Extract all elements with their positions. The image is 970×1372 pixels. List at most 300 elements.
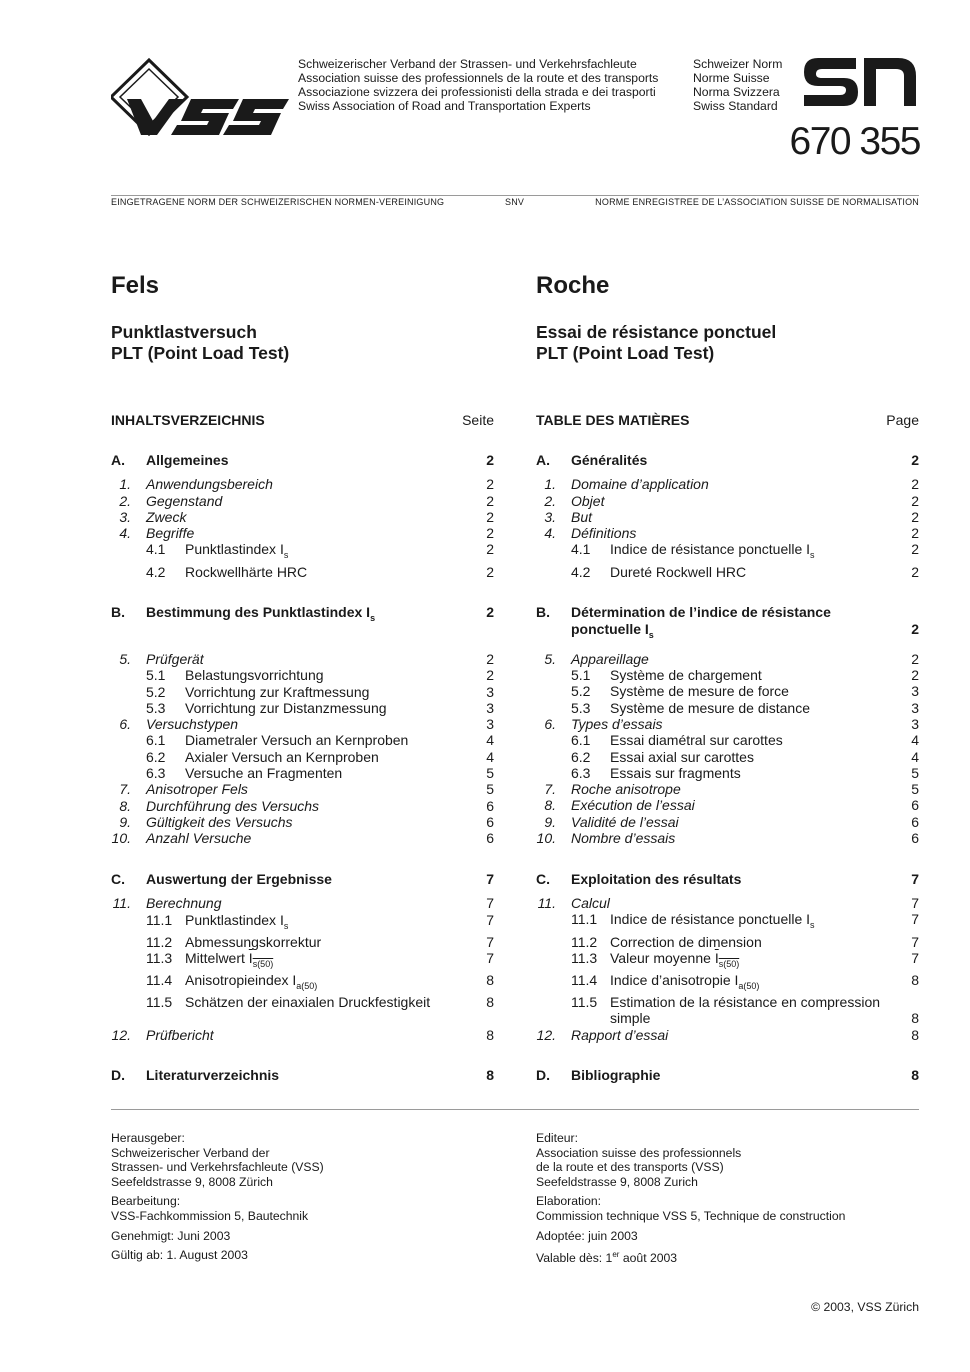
copyright: © 2003, VSS Zürich	[811, 1300, 919, 1314]
toc-item-3[interactable]	[111, 509, 494, 525]
publisher-line: Schweizerischer Verband der	[111, 1145, 270, 1160]
toc-page: 6	[486, 797, 494, 814]
toc-item-6-2[interactable]	[536, 749, 919, 765]
toc-text: Objet	[571, 492, 605, 509]
toc-text	[610, 541, 889, 563]
toc-text: Auswertung der Ergebnisse	[146, 871, 332, 888]
toc-label-de: INHALTSVERZEICHNIS	[111, 412, 265, 428]
norm-type-names	[693, 57, 782, 113]
toc-text: Anisotroper Fels	[146, 781, 248, 798]
toc-text	[185, 541, 464, 563]
toc-text: Rockwellhärte HRC	[185, 563, 308, 580]
toc-text: Nombre d’essais	[571, 830, 676, 847]
toc-page: 2	[911, 563, 919, 580]
toc-text	[185, 912, 464, 934]
toc-num: 3.	[544, 508, 556, 525]
toc-text: Begriffe	[146, 525, 195, 542]
toc-num: 5.3	[146, 699, 166, 716]
toc-page: 6	[486, 830, 494, 847]
toc-item-5-1[interactable]	[536, 667, 919, 683]
toc-text-sub: s	[283, 920, 289, 931]
toc-num: 9.	[119, 813, 131, 830]
toc-num: 4.	[544, 525, 556, 542]
toc-text: Domaine d’application	[571, 476, 709, 493]
toc-text: Belastungsvorrichtung	[185, 667, 324, 684]
toc-item-6-3[interactable]	[536, 765, 919, 781]
subtitle-fr-line1: Essai de résistance ponctuel	[536, 322, 777, 342]
toc-item-11-4[interactable]	[536, 972, 919, 994]
toc-text-main: Punktlastindex I	[185, 911, 284, 928]
toc-text-ov-main: I	[714, 949, 719, 966]
toc-page: 2	[486, 667, 494, 684]
toc-page: 2	[486, 525, 494, 542]
toc-text: Essai axial sur carottes	[610, 748, 754, 765]
toc-item-10[interactable]	[111, 830, 494, 846]
subtitle-fr	[536, 322, 776, 364]
registration-left: EINGETRAGENE NORM DER SCHWEIZERISCHEN NORMEN-VEREINIGUNG	[111, 197, 445, 207]
toc-num: 11.5	[146, 994, 173, 1011]
toc-page: 8	[911, 1026, 919, 1043]
toc-item-5[interactable]	[536, 651, 919, 667]
toc-text: Roche anisotrope	[571, 781, 681, 798]
toc-text: Durchführung des Versuchs	[146, 797, 320, 814]
toc-text	[610, 950, 889, 972]
toc-page: 8	[486, 1067, 494, 1084]
toc-item-11[interactable]	[111, 895, 494, 911]
toc-text-main: Anisotropieindex I	[185, 972, 297, 989]
toc-text: Validité de l’essai	[571, 813, 679, 830]
toc-num: 11.3	[146, 950, 173, 967]
toc-num: 6.2	[146, 748, 166, 765]
toc-item-12[interactable]	[111, 1027, 494, 1043]
toc-page: 6	[911, 797, 919, 814]
toc-num: C.	[536, 870, 550, 887]
toc-num: 11.2	[571, 933, 598, 950]
valid-date-prefix: Valable dès: 1	[536, 1251, 613, 1266]
toc-item-2[interactable]	[111, 493, 494, 509]
valid-date-sup: er	[612, 1250, 620, 1260]
toc-page: 7	[486, 895, 494, 912]
toc-item-11[interactable]	[536, 895, 919, 911]
association-name-fr: Association suisse des professionnels de la route et des transports	[298, 71, 659, 85]
toc-page: 3	[911, 699, 919, 716]
toc-text: Allgemeines	[146, 452, 229, 468]
footer-fr	[536, 1131, 919, 1271]
vss-logo	[111, 57, 291, 139]
toc-text: Vorrichtung zur Distanzmessung	[185, 699, 387, 716]
toc-page: 4	[486, 748, 494, 765]
toc-text	[185, 972, 464, 994]
toc-num: B.	[536, 604, 550, 621]
toc-page: 7	[911, 933, 919, 950]
toc-page: 2	[911, 620, 919, 637]
toc-text: Dureté Rockwell HRC	[610, 563, 747, 580]
title-de: Fels	[111, 272, 160, 299]
subtitle-de	[111, 322, 289, 364]
toc-header-fr	[536, 412, 919, 430]
toc-num: 11.1	[571, 911, 598, 928]
toc-item-4-2[interactable]	[111, 564, 494, 580]
subtitle-fr-line2: PLT (Point Load Test)	[536, 343, 715, 363]
toc-section-a[interactable]	[111, 452, 494, 468]
toc-item-2[interactable]	[536, 493, 919, 509]
toc-text-overline	[714, 949, 740, 969]
toc-page: 3	[911, 683, 919, 700]
toc-num: 6.3	[571, 764, 591, 781]
toc-text-sub: s	[810, 920, 815, 931]
toc-num: 10.	[536, 830, 556, 847]
association-names	[298, 57, 658, 113]
toc-page: 5	[486, 765, 494, 782]
toc-item-11-3[interactable]	[111, 950, 494, 972]
toc-page: 2	[911, 508, 919, 525]
toc-text	[610, 994, 889, 1027]
toc-page: 7	[911, 895, 919, 912]
toc-num: 11.4	[571, 971, 598, 988]
toc-text-sub: s(50)	[718, 958, 740, 969]
toc-section-c[interactable]	[111, 871, 494, 887]
toc-text-sub: s	[810, 550, 815, 561]
norm-type-it: Norma Svizzera	[693, 85, 780, 99]
toc-item-5-2[interactable]	[111, 684, 494, 700]
toc-num: C.	[111, 871, 125, 888]
toc-text-main: Indice de résistance ponctuelle I	[610, 541, 811, 558]
toc-item-8[interactable]	[536, 797, 919, 813]
toc-page-label-de: Seite	[462, 412, 494, 428]
toc-num: 11.	[112, 895, 131, 912]
toc-section-d[interactable]	[111, 1067, 494, 1083]
toc-text: Système de chargement	[610, 667, 762, 684]
toc-page: 2	[486, 604, 494, 621]
toc-item-4[interactable]	[536, 525, 919, 541]
toc-item-11-5[interactable]	[111, 994, 494, 1010]
toc-page: 2	[911, 525, 919, 542]
toc-num: 1.	[544, 476, 556, 493]
toc-page: 2	[486, 650, 494, 667]
toc-num: B.	[111, 604, 125, 621]
toc-num: 11.4	[146, 972, 173, 989]
association-name-de: Schweizerischer Verband der Strassen- und Verkehrsfachleute	[298, 57, 637, 71]
toc-text-main: Indice d’anisotropie I	[610, 971, 739, 988]
toc-section-b[interactable]	[536, 604, 919, 642]
toc-text: Calcul	[571, 895, 610, 912]
toc-item-9[interactable]	[111, 814, 494, 830]
toc-page: 6	[911, 813, 919, 830]
toc-num: 5.2	[571, 683, 591, 700]
toc-text: Versuchstypen	[146, 716, 239, 733]
toc-page: 2	[911, 476, 919, 493]
toc-text-line1: Estimation de la résistance en compression	[610, 994, 881, 1010]
toc-text: Gegenstand	[146, 492, 223, 509]
toc-page: 6	[486, 813, 494, 830]
toc-page: 7	[911, 949, 919, 966]
title-fr: Roche	[536, 272, 610, 299]
toc-text: Système de mesure de force	[610, 683, 789, 700]
publisher-line: de la route et des transports (VSS)	[536, 1160, 724, 1175]
publisher-address: Seefeldstrasse 9, 8008 Zürich	[111, 1174, 273, 1189]
toc-num: 11.	[537, 895, 556, 912]
toc-label-fr: TABLE DES MATIÈRES	[536, 412, 690, 428]
approved-date: Adoptée: juin 2003	[536, 1228, 638, 1243]
publisher-line: Strassen- und Verkehrsfachleute (VSS)	[111, 1160, 324, 1175]
toc-text-main: ponctuelle I	[571, 620, 649, 637]
toc-text-overline	[248, 950, 274, 969]
toc-text-sub: s	[283, 550, 289, 561]
toc-num: 5.	[119, 650, 131, 667]
toc-text-sub: s(50)	[252, 958, 274, 969]
toc-num: 12.	[111, 1026, 131, 1043]
toc-num: 5.1	[146, 667, 166, 684]
toc-de	[111, 452, 494, 1084]
publisher-label: Herausgeber:	[111, 1131, 185, 1145]
toc-text-line1: Détermination de l’indice de résistance	[571, 604, 831, 621]
toc-page: 6	[911, 830, 919, 847]
toc-text: Appareillage	[571, 650, 649, 667]
toc-section-a[interactable]	[536, 452, 919, 468]
toc-fr	[536, 452, 919, 1084]
toc-text: Système de mesure de distance	[610, 699, 810, 716]
toc-num: 5.3	[571, 699, 591, 716]
toc-text-line2	[571, 621, 889, 643]
toc-page: 4	[911, 732, 919, 749]
toc-num: 8.	[544, 797, 556, 814]
toc-num: 10.	[111, 830, 131, 847]
valid-date	[536, 1248, 919, 1266]
toc-num: 5.1	[571, 667, 591, 684]
toc-text	[185, 950, 464, 972]
toc-item-9[interactable]	[536, 814, 919, 830]
header-divider	[111, 195, 919, 196]
toc-num: 4.	[119, 525, 131, 542]
toc-item-11-1[interactable]	[111, 912, 494, 934]
norm-type-fr: Norme Suisse	[693, 71, 770, 85]
toc-page: 2	[486, 452, 494, 468]
toc-text: But	[571, 508, 593, 525]
subtitle-de-line2: PLT (Point Load Test)	[111, 343, 290, 363]
toc-item-6[interactable]	[111, 716, 494, 732]
toc-text-line2: simple	[610, 1010, 651, 1027]
toc-page: 2	[911, 650, 919, 667]
toc-page: 2	[911, 492, 919, 509]
toc-item-5[interactable]	[111, 651, 494, 667]
toc-page: 8	[911, 1010, 919, 1027]
toc-num: 3.	[119, 508, 131, 525]
toc-text: Berechnung	[146, 895, 222, 912]
toc-page: 8	[911, 971, 919, 988]
toc-page: 7	[486, 950, 494, 967]
toc-num: 8.	[119, 797, 131, 814]
subtitle-de-line1: Punktlastversuch	[111, 322, 257, 342]
toc-text: Anwendungsbereich	[146, 476, 273, 493]
toc-item-11-4[interactable]	[111, 972, 494, 994]
toc-text-main: Mittelwert	[185, 950, 249, 967]
editing-label: Bearbeitung:	[111, 1194, 181, 1209]
toc-page: 3	[486, 683, 494, 700]
toc-text: Prüfbericht	[146, 1026, 214, 1043]
toc-item-1[interactable]	[536, 476, 919, 492]
toc-num: 6.2	[571, 748, 591, 765]
toc-text: Exécution de l’essai	[571, 797, 695, 814]
toc-text: Bibliographie	[571, 1067, 661, 1084]
toc-text-main: Punktlastindex I	[185, 541, 284, 558]
toc-page: 2	[486, 476, 494, 493]
toc-item-11-3[interactable]	[536, 950, 919, 972]
toc-item-11-5[interactable]	[536, 994, 919, 1027]
toc-page: 2	[486, 492, 494, 509]
toc-item-4-1[interactable]	[111, 541, 494, 563]
toc-item-4-2[interactable]	[536, 564, 919, 580]
toc-page: 2	[486, 508, 494, 525]
toc-num: 6.1	[146, 732, 166, 749]
toc-num: 7.	[544, 781, 556, 798]
toc-item-7[interactable]	[111, 781, 494, 797]
toc-text	[571, 604, 889, 642]
toc-num: A.	[536, 452, 550, 468]
toc-page: 3	[911, 715, 919, 732]
toc-text: Versuche an Fragmenten	[185, 765, 343, 782]
approved-date: Genehmigt: Juni 2003	[111, 1228, 231, 1243]
toc-num: 1.	[119, 476, 131, 493]
norm-number: 670 355	[789, 120, 920, 163]
toc-num: 6.	[119, 716, 131, 733]
toc-text: Rapport d’essai	[571, 1026, 669, 1043]
toc-text: Diametraler Versuch an Kernproben	[185, 732, 409, 749]
norm-type-en: Swiss Standard	[693, 99, 778, 113]
toc-item-6-1[interactable]	[536, 732, 919, 748]
toc-num: D.	[536, 1067, 550, 1084]
toc-page: 8	[486, 1026, 494, 1043]
toc-num: 4.2	[571, 563, 591, 580]
toc-text	[146, 604, 464, 626]
toc-num: A.	[111, 452, 125, 468]
toc-num: 4.2	[146, 563, 166, 580]
toc-text: Vorrichtung zur Kraftmessung	[185, 683, 370, 700]
toc-page-label-fr: Page	[886, 412, 919, 428]
toc-page: 8	[486, 994, 494, 1011]
toc-num: 11.5	[571, 994, 598, 1010]
toc-page: 8	[911, 1067, 919, 1084]
toc-item-6-3[interactable]	[111, 765, 494, 781]
publisher-line: Association suisse des professionnels	[536, 1145, 742, 1160]
toc-text-sub: s	[648, 629, 654, 640]
toc-page: 5	[486, 781, 494, 798]
toc-text	[610, 911, 889, 933]
toc-num: 11.1	[146, 911, 173, 928]
toc-text: Literaturverzeichnis	[146, 1067, 280, 1084]
toc-section-b[interactable]	[111, 604, 494, 626]
toc-item-12[interactable]	[536, 1027, 919, 1043]
toc-text-main: Valeur moyenne	[610, 949, 715, 966]
sn-logo	[800, 52, 920, 110]
publisher-address: Seefeldstrasse 9, 8008 Zurich	[536, 1174, 698, 1189]
toc-text	[610, 972, 889, 994]
toc-item-4[interactable]	[111, 525, 494, 541]
toc-num: 7.	[119, 781, 131, 798]
toc-num: 6.3	[146, 765, 166, 782]
toc-page: 7	[486, 871, 494, 888]
toc-num: 6.1	[571, 732, 591, 749]
toc-num: D.	[111, 1067, 125, 1084]
toc-item-8[interactable]	[111, 798, 494, 814]
toc-item-6-1[interactable]	[111, 732, 494, 748]
norm-type-de: Schweizer Norm	[693, 57, 783, 71]
toc-text: Axialer Versuch an Kernproben	[185, 748, 379, 765]
toc-item-4-1[interactable]	[536, 541, 919, 563]
toc-num: 11.3	[571, 949, 598, 966]
toc-num: 4.1	[571, 541, 591, 558]
toc-item-5-3[interactable]	[536, 700, 919, 716]
toc-item-5-1[interactable]	[111, 667, 494, 683]
toc-item-6-2[interactable]	[111, 749, 494, 765]
toc-num: 5.2	[146, 683, 166, 700]
toc-page: 3	[486, 716, 494, 733]
toc-page: 5	[911, 764, 919, 781]
toc-num: 6.	[544, 715, 556, 732]
toc-num: 9.	[544, 813, 556, 830]
toc-item-5-2[interactable]	[536, 683, 919, 699]
toc-page: 5	[911, 781, 919, 798]
toc-page: 3	[486, 699, 494, 716]
association-name-en: Swiss Association of Road and Transportation Experts	[298, 99, 591, 113]
toc-page: 4	[486, 732, 494, 749]
editing-label: Elaboration:	[536, 1194, 602, 1209]
toc-num: 5.	[544, 650, 556, 667]
toc-page: 7	[486, 933, 494, 950]
toc-item-5-3[interactable]	[111, 700, 494, 716]
toc-page: 7	[911, 870, 919, 887]
toc-text: Types d’essais	[571, 715, 663, 732]
toc-page: 8	[486, 972, 494, 989]
toc-item-10[interactable]	[536, 830, 919, 846]
toc-item-11-2[interactable]	[111, 934, 494, 950]
toc-header-de	[111, 412, 494, 430]
editing-value: VSS-Fachkommission 5, Bautechnik	[111, 1208, 309, 1223]
toc-text-main: Indice de résistance ponctuelle I	[610, 911, 811, 928]
toc-text-sub: a(50)	[738, 980, 760, 991]
toc-num: 12.	[536, 1026, 556, 1043]
toc-num: 2.	[119, 492, 131, 509]
toc-item-6[interactable]	[536, 716, 919, 732]
toc-item-1[interactable]	[111, 476, 494, 492]
toc-page: 2	[911, 541, 919, 558]
toc-item-3[interactable]	[536, 509, 919, 525]
toc-section-d[interactable]	[536, 1067, 919, 1083]
toc-item-11-2[interactable]	[536, 934, 919, 950]
toc-page: 2	[486, 541, 494, 558]
toc-text: Exploitation des résultats	[571, 870, 742, 887]
toc-section-c[interactable]	[536, 871, 919, 887]
toc-num: 4.1	[146, 541, 166, 558]
toc-page: 7	[486, 911, 494, 928]
registration-right: NORME ENREGISTREE DE L’ASSOCIATION SUISSE DE NORMALISATION	[595, 197, 919, 207]
association-name-it: Associazione svizzera dei professionisti della strada e dei trasporti	[298, 85, 656, 99]
toc-text: Essai diamétral sur carottes	[610, 732, 783, 749]
toc-num: 2.	[544, 492, 556, 509]
toc-text: Généralités	[571, 452, 648, 468]
toc-page: 4	[911, 748, 919, 765]
toc-item-7[interactable]	[536, 781, 919, 797]
toc-page: 2	[486, 563, 494, 580]
registration-middle: SNV	[505, 197, 525, 207]
toc-text-ov-main: I	[248, 950, 253, 967]
toc-num: 11.2	[146, 933, 173, 950]
toc-page: 2	[911, 667, 919, 684]
editing-value: Commission technique VSS 5, Technique de construction	[536, 1208, 846, 1223]
footer-divider	[111, 1109, 919, 1110]
publisher-label: Editeur:	[536, 1131, 579, 1145]
toc-text: Zweck	[146, 508, 187, 525]
toc-item-11-1[interactable]	[536, 911, 919, 933]
